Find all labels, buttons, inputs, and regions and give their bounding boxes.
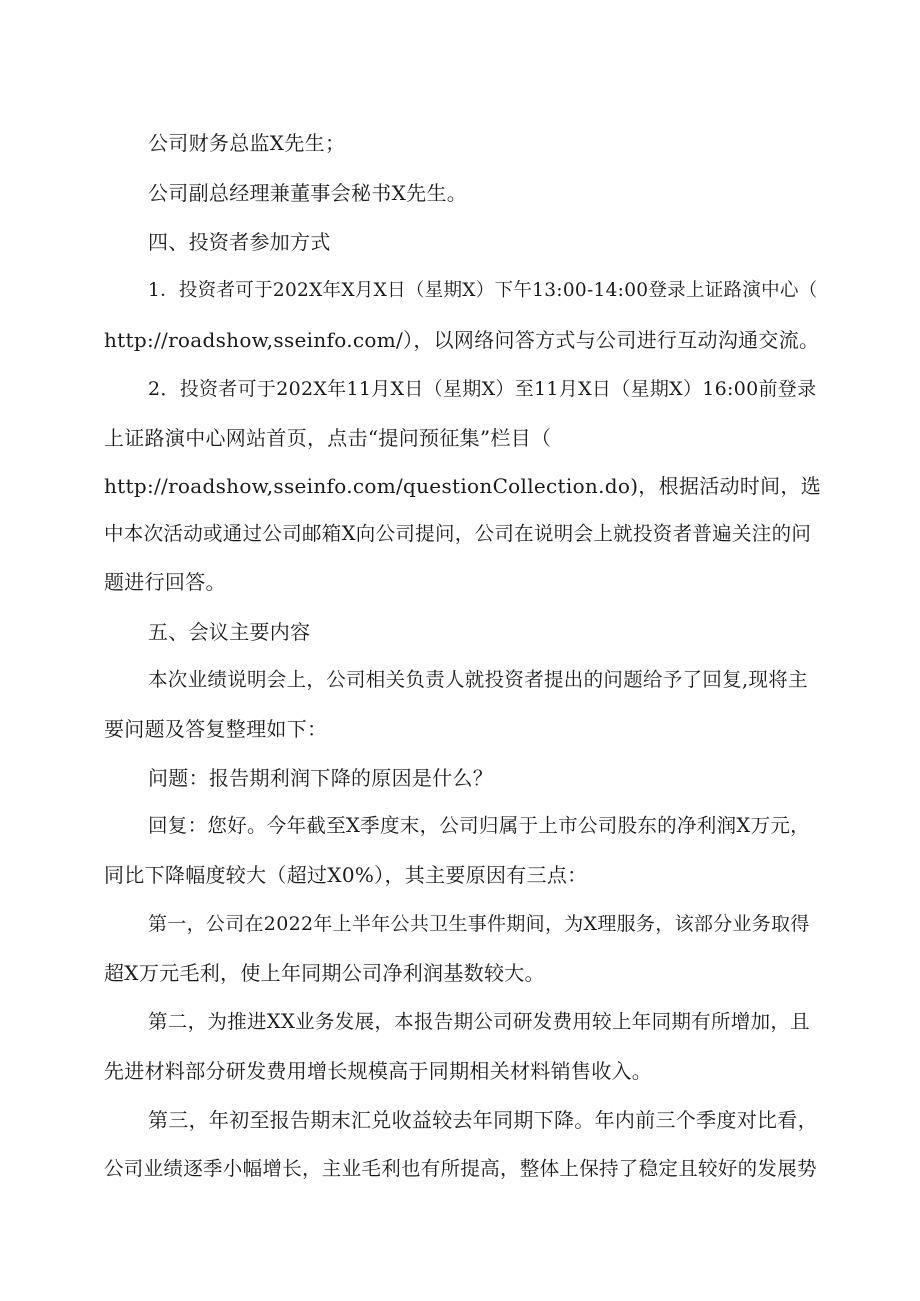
text-line: http://roadshow,sseinfo.com/questionCollection.do)，根据活动时间，选 <box>104 474 821 498</box>
section-heading: 五、会议主要内容 <box>148 620 311 644</box>
text-line: 公司业绩逐季小幅增长，主业毛利也有所提高，整体上保持了稳定且较好的发展势 <box>104 1157 817 1180</box>
text-line: 公司副总经理兼董事会秘书X先生。 <box>148 181 468 205</box>
answer-line: 回复：您好。今年截至X季度末，公司归属于上市公司股东的净利润X万元， <box>148 814 810 837</box>
question-line: 问题：报告期利润下降的原因是什么？ <box>148 766 494 790</box>
text-line: 超X万元毛利，使上年同期公司净利润基数较大。 <box>104 961 545 985</box>
text-line: 第一，公司在2022年上半年公共卫生事件期间，为X理服务，该部分业务取得 <box>148 913 810 935</box>
text-line: 2．投资者可于202X年11月X日（星期X）至11月X日（星期X）16:00前登录 <box>148 378 817 400</box>
text-line: 公司财务总监X先生； <box>148 131 346 155</box>
text-line: http://roadshow,sseinfo.com/），以网络问答方式与公司进行互动沟通交流。 <box>104 328 820 352</box>
text-line: 本次业绩说明会上，公司相关负责人就投资者提出的问题给予了回复,现将主 <box>148 668 808 691</box>
text-line: 第三，年初至报告期末汇兑收益较去年同期下降。年内前三个季度对比看， <box>148 1108 818 1132</box>
text-line: 1．投资者可于202X年X月X日（星期X）下午13:00-14:00登录上证路演中心（ <box>148 280 818 301</box>
text-line: 同比下降幅度较大（超过X0%），其主要原因有三点： <box>104 863 588 887</box>
text-line: 先进材料部分研发费用增长规模高于同期相关材料销售收入。 <box>104 1059 653 1083</box>
text-line: 题进行回答。 <box>104 570 226 594</box>
text-line: 第二，为推进XX业务发展，本报告期公司研发费用较上年同期有所增加，且 <box>148 1010 810 1033</box>
text-line: 中本次活动或通过公司邮箱X向公司提问，公司在说明会上就投资者普遍关注的问 <box>104 522 812 545</box>
text-line: 要问题及答复整理如下： <box>104 717 328 741</box>
text-line: 上证路演中心网站首页，点击“提问预征集”栏目（ <box>104 426 552 450</box>
section-heading: 四、投资者参加方式 <box>148 230 331 254</box>
